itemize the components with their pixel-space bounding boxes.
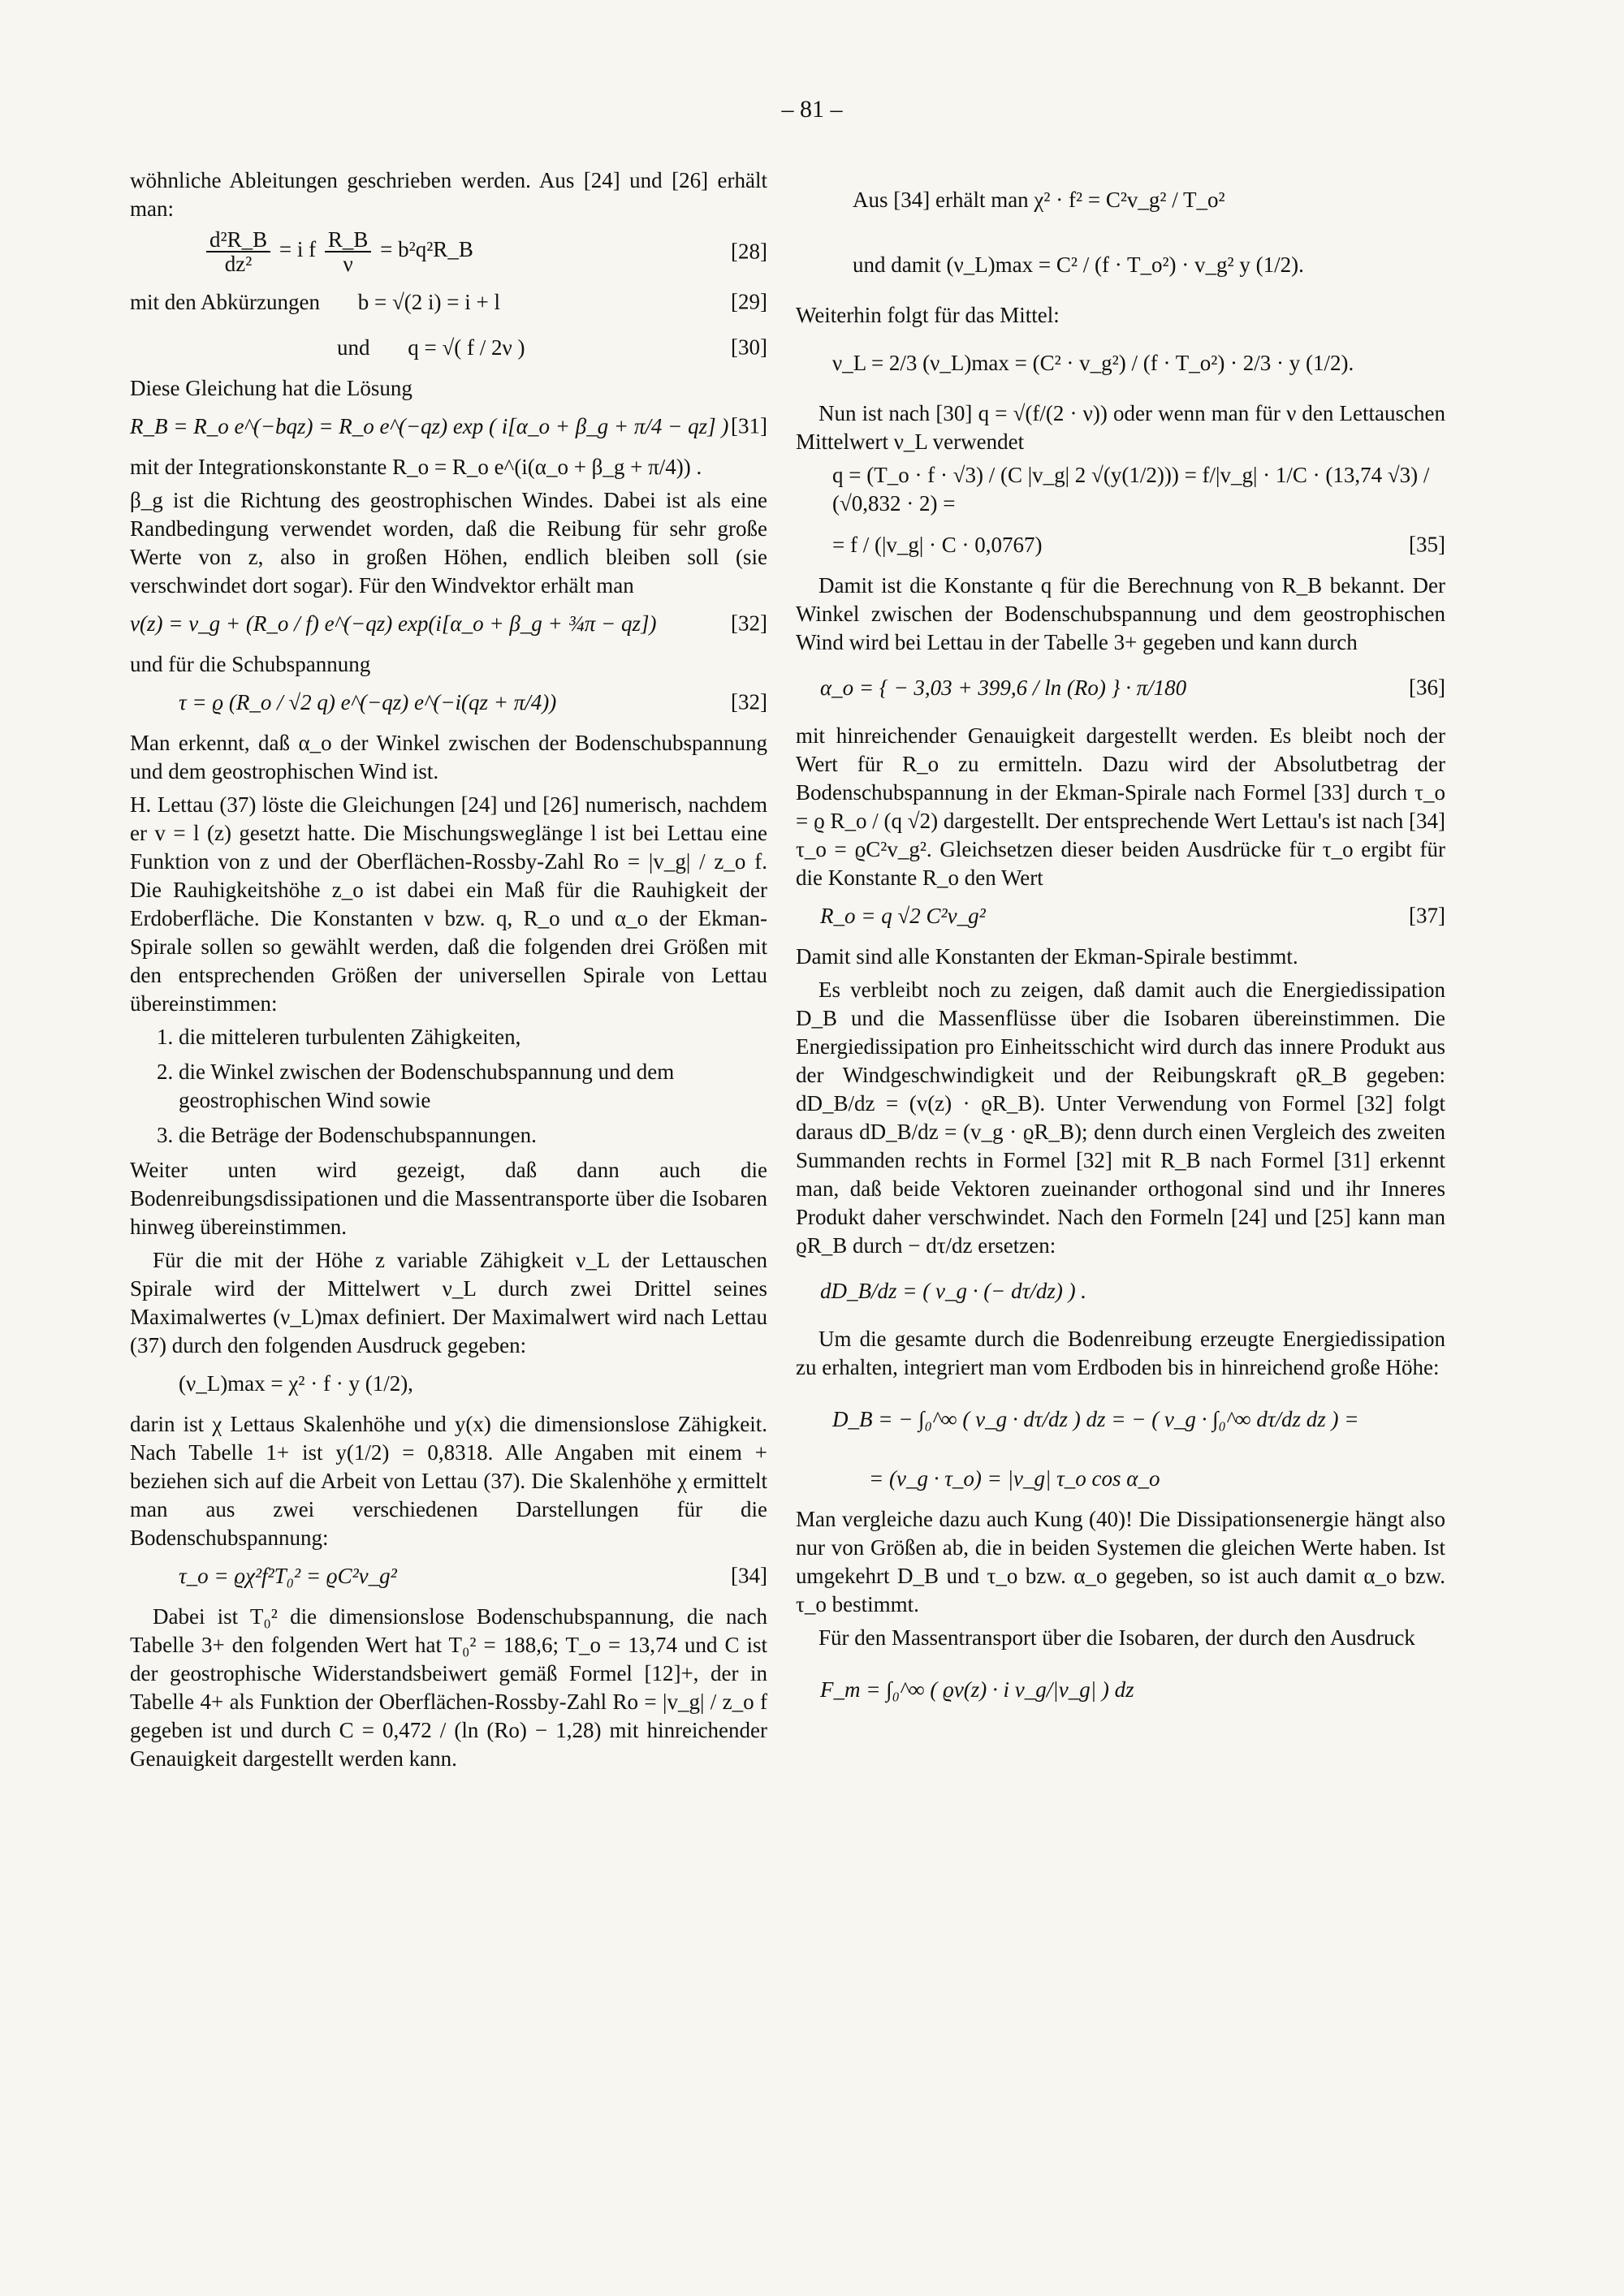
equation-part: = f / (|v_g| · C · 0,0767) <box>832 532 1043 557</box>
right-column <box>796 166 1445 1730</box>
equation-number: [32] <box>731 689 767 714</box>
equation-part: und damit (ν_L)max = C² / (f · T_o²) · v_g² y (1/2). <box>853 252 1304 277</box>
equation-vl-max <box>130 1365 767 1402</box>
equation-part: τ_o = ϱχ²f²T₀² = ϱC²v_g² <box>179 1563 397 1588</box>
equation-fm <box>796 1657 1445 1722</box>
equation-part: = (v_g · τ_o) = |v_g| τ_o cos α_o <box>869 1465 1160 1491</box>
equation-number: [30] <box>731 334 767 360</box>
equation-part: R_B <box>325 228 372 252</box>
equation-part: F_m = ∫₀^∞ ( ϱv(z) · i v_g/|v_g| ) dz <box>820 1677 1134 1702</box>
equation-part: b = √(2 i) = i + l <box>357 289 500 314</box>
conditions-list <box>130 1023 767 1150</box>
paragraph: wöhnliche Ableitungen geschrieben werden. Aus [24] und [26] erhält man: <box>130 168 767 221</box>
left-column <box>130 166 767 1778</box>
equation-part: d²R_B <box>206 228 270 252</box>
equation-part: q = (T_o · f · √3) / (C |v_g| 2 √(y(1/2))) = f/|v_g| · 1/C · (13,74 √3) / (√0,832 · 2) = <box>832 463 1430 516</box>
equation-36 <box>796 662 1445 714</box>
equation-part: α_o = { − 3,03 + 399,6 / ln (Ro) } · π/180 <box>820 675 1187 700</box>
equation-part: = i f <box>279 237 317 262</box>
list-item: 1. die mitteleren turbulenten Zähigkeiten, <box>179 1023 767 1051</box>
equation-label: und <box>337 334 370 360</box>
equation-number: [34] <box>731 1563 767 1588</box>
paragraph: mit der Integrationskonstante R_o = R_o e^(i(α_o + β_g + π/4)) . <box>130 455 702 479</box>
equation-32b <box>130 684 767 721</box>
equation-28 <box>130 228 767 275</box>
paragraph: und für die Schubspannung <box>130 652 371 676</box>
equation-29 <box>130 283 767 321</box>
equation-number: [32] <box>731 611 767 636</box>
equation-32a <box>130 605 767 642</box>
equation-dd <box>796 1265 1445 1317</box>
paragraph: Man vergleiche dazu auch Kung (40)! Die Dissipationsenergie hängt also nur von Größen ab, die in beiden Systemen die gleichen Werte haben. Ist umgekehrt D_B und τ_o bzw. α_o gegeben, so ist auch damit α_o bzw. τ_o bestimmt. <box>796 1507 1445 1616</box>
paragraph: mit hinreichender Genauigkeit dargestellt werden. Es bleibt noch der Wert für R_o zu ermitteln. Dazu wird der Absolutbetrag der Bodenschubspannung in der Ekman-Spirale nach Formel [33] durch τ_o = ϱ R_o / (q √2) dargestellt. Der entsprechende Wert Lettau's ist nach [34] τ_o = ϱC²v_g². Gleichsetzen dieser beiden Ausdrücke für τ_o ergibt für die Konstante R_o den Wert <box>796 723 1445 890</box>
paragraph: Nun ist nach [30] q = √(f/(2 · ν)) oder wenn man für ν den Lettauschen Mittelwert ν_L verwendet <box>796 401 1445 454</box>
equation-part: R_B = R_o e^(−bqz) = R_o e^(−qz) exp ( i[α_o + β_g + π/4 − qz] ) <box>130 413 729 438</box>
paragraph: Für die mit der Höhe z variable Zähigkeit ν_L der Lettauschen Spirale wird der Mittelwert ν_L durch zwei Drittel seines Maximalwertes (ν_L)max definiert. Der Maximalwert wird nach Lettau (37) durch den folgenden Ausdruck gegeben: <box>130 1248 767 1357</box>
list-item: 3. die Beträge der Bodenschubspannungen. <box>179 1121 767 1150</box>
equation-34 <box>130 1557 767 1595</box>
equation-vl-max-2 <box>796 236 1445 293</box>
equation-number: [29] <box>731 289 767 314</box>
paragraph: Damit ist die Konstante q für die Berechnung von R_B bekannt. Der Winkel zwischen der Bodenschubspannung und dem geostrophischen Wind wird bei Lettau in der Tabelle 3+ gegeben und kann durch <box>796 573 1445 654</box>
equation-db-1 <box>796 1387 1445 1452</box>
equation-part: D_B = − ∫₀^∞ ( v_g · dτ/dz ) dz = − ( v_g · ∫₀^∞ dτ/dz dz ) = <box>832 1406 1359 1431</box>
paragraph: darin ist χ Lettaus Skalenhöhe und y(x) die dimensionslose Zähigkeit. Nach Tabelle 1+ ist y(1/2) = 0,8318. Alle Angaben mit einem + beziehen sich auf die Arbeit von Lettau (37). Die Skalenhöhe χ ermittelt man aus zwei verschiedenen Darstellungen für die Bodenschubspannung: <box>130 1412 767 1550</box>
equation-label: mit den Abkürzungen <box>130 289 320 314</box>
equation-chi <box>796 171 1445 228</box>
equation-part: = b²q²R_B <box>380 237 473 262</box>
equation-part: ν_L = 2/3 (ν_L)max = (C² · v_g²) / (f · T_o²) · 2/3 · y (1/2). <box>832 350 1354 375</box>
paragraph: Dabei ist T₀² die dimensionslose Bodenschubspannung, die nach Tabelle 3+ den folgenden Wert hat T₀² = 188,6; T_o = 13,74 und C ist der geostrophische Widerstandsbeiwert gemäß Formel [12]+, der in Tabelle 4+ als Funktion der Oberflächen-Rossby-Zahl Ro = |v_g| / z_o f gegeben ist und durch C = 0,472 / (ln (Ro) − 1,28) mit hinreichender Genauigkeit dargestellt werden kann. <box>130 1604 767 1771</box>
equation-part: q = √( f / 2ν ) <box>408 334 525 360</box>
paragraph: β_g ist die Richtung des geostrophischen Windes. Dabei ist als eine Randbedingung verwendet worden, daß die Reibung für sehr große Werte von z, also in großen Höhen, endlich bleiben soll (sie verschwindet dort sogar). Für den Windvektor erhält man <box>130 488 767 598</box>
equation-vl <box>796 334 1445 391</box>
equation-part: Aus [34] erhält man χ² · f² = C²v_g² / T_o² <box>853 187 1225 212</box>
paragraph: Für den Massentransport über die Isobaren, der durch den Ausdruck <box>818 1625 1415 1650</box>
equation-part: (ν_L)max = χ² · f · y (1/2), <box>179 1370 413 1396</box>
paragraph: Weiterhin folgt für das Mittel: <box>796 303 1060 327</box>
equation-number: [36] <box>1409 675 1445 700</box>
equation-37 <box>796 897 1445 934</box>
paragraph: Damit sind alle Konstanten der Ekman-Spirale bestimmt. <box>796 944 1298 969</box>
equation-part: R_o = q √2 C²v_g² <box>820 903 986 928</box>
paragraph: Man erkennt, daß α_o der Winkel zwischen der Bodenschubspannung und dem geostrophischen Wind ist. <box>130 731 767 783</box>
equation-part: τ = ϱ (R_o / √2 q) e^(−qz) e^(−i(qz + π/4)) <box>179 689 557 714</box>
equation-31 <box>130 408 767 445</box>
list-item: 2. die Winkel zwischen der Bodenschubspannung und dem geostrophischen Wind sowie <box>179 1058 767 1115</box>
equation-part: dD_B/dz = ( v_g · (− dτ/dz) ) . <box>820 1278 1087 1303</box>
equation-number: [35] <box>1409 532 1445 557</box>
equation-35a <box>796 461 1445 518</box>
equation-number: [31] <box>731 413 767 438</box>
equation-db-2 <box>796 1460 1445 1497</box>
equation-number: [37] <box>1409 903 1445 928</box>
equation-30 <box>130 329 767 366</box>
paragraph: Um die gesamte durch die Bodenreibung erzeugte Energiedissipation zu erhalten, integriert man vom Erdboden bis in hinreichend große Höhe: <box>796 1327 1445 1379</box>
equation-35b <box>796 526 1445 563</box>
page-number: – 81 – <box>781 96 843 123</box>
equation-number: [28] <box>731 239 767 264</box>
equation-part: dz² <box>224 252 253 276</box>
paragraph: Weiter unten wird gezeigt, daß dann auch die Bodenreibungsdissipationen und die Massentransporte über die Isobaren hinweg übereinstimmen. <box>130 1158 767 1239</box>
paragraph: Es verbleibt noch zu zeigen, daß damit auch die Energiedissipation D_B und die Massenflüsse über die Isobaren übereinstimmen. Die Energiedissipation pro Einheitsschicht wird durch das innere Produkt aus der Windgeschwindigkeit und der Reibungskraft ϱR_B gegeben: dD_B/dz = (v(z) · ϱR_B). Unter Verwendung von Formel [32] folgt daraus dD_B/dz = (v_g · ϱR_B); denn durch einen Vergleich des zweiten Summanden rechts in Formel [32] mit R_B nach Formel [31] erkennt man, daß beide Vektoren zueinander orthogonal sind und ihr Inneres Produkt daher verschwindet. Nach den Formeln [24] und [25] kann man ϱR_B durch − dτ/dz ersetzen: <box>796 978 1445 1258</box>
equation-part: v(z) = v_g + (R_o / f) e^(−qz) exp(i[α_o + β_g + ¾π − qz]) <box>130 611 657 636</box>
equation-part: ν <box>343 252 353 276</box>
paragraph: H. Lettau (37) löste die Gleichungen [24] und [26] numerisch, nachdem er v = l (z) gesetzt hatte. Die Mischungsweglänge l ist bei Lettau eine Funktion von z und der Oberflächen-Rossby-Zahl Ro = |v_g| / z_o f. Die Rauhigkeitshöhe z_o ist dabei ein Maß für die Rauhigkeit der Erdoberfläche. Die Konstanten ν bzw. q, R_o und α_o der Ekman-Spirale sollen so gewählt werden, daß die folgenden drei Größen mit den entsprechenden Größen der universellen Spirale von Lettau übereinstimmen: <box>130 792 767 1016</box>
paragraph: Diese Gleichung hat die Lösung <box>130 376 412 400</box>
